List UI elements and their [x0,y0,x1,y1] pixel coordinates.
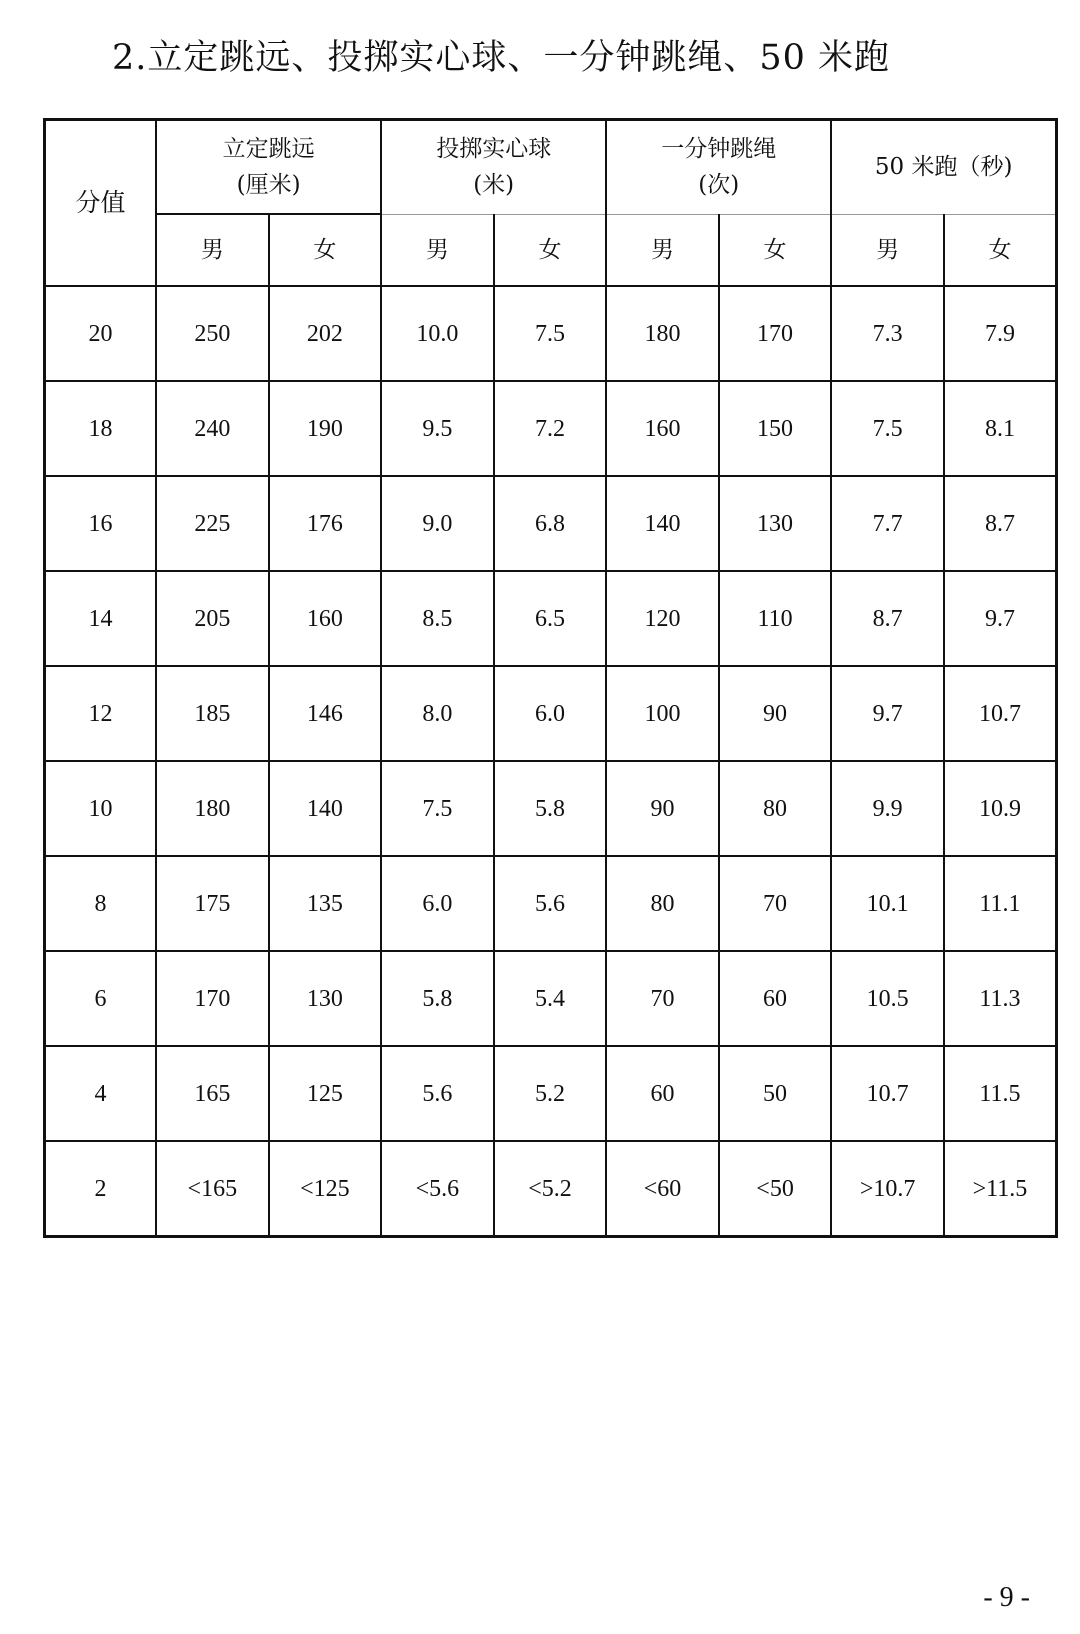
table-row [45,666,1057,761]
table-row [45,951,1057,1046]
table-cell: 190 [269,381,382,476]
header-female-rope-skipping: 女 [719,214,832,286]
table-cell: 250 [156,286,269,381]
table-cell: 10.5 [831,951,944,1046]
table-cell: 90 [719,666,832,761]
table-cell: 8.7 [944,476,1057,571]
table-cell: 140 [269,761,382,856]
header-medicine-ball [381,120,606,215]
table-cell: 120 [606,571,719,666]
table-cell: 160 [606,381,719,476]
header-score: 分值 [45,120,157,287]
score-cell: 14 [45,571,157,666]
header-male-long-jump: 男 [156,214,269,286]
table-cell: 150 [719,381,832,476]
table-cell: 5.6 [381,1046,494,1141]
header-male-rope-skipping: 男 [606,214,719,286]
table-cell: 7.7 [831,476,944,571]
score-cell: 16 [45,476,157,571]
table-cell: 170 [719,286,832,381]
header-standing-long-jump [156,120,381,215]
table-cell: 11.3 [944,951,1057,1046]
header-female-50m-run: 女 [944,214,1057,286]
header-male-medicine-ball: 男 [381,214,494,286]
header-standing-long-jump-unit: (厘米) [236,172,301,198]
score-cell: 8 [45,856,157,951]
table-cell: 6.8 [494,476,607,571]
page-number: - 9 - [983,1582,1030,1613]
table-cell: 7.9 [944,286,1057,381]
table-cell: 6.5 [494,571,607,666]
header-rope-skipping-title: 一分钟跳绳 [661,136,777,163]
table-cell: >10.7 [831,1141,944,1237]
table-cell: 80 [606,856,719,951]
table-cell: 90 [606,761,719,856]
table-cell: 176 [269,476,382,571]
table-cell: 130 [719,476,832,571]
table-cell: 11.1 [944,856,1057,951]
header-male-50m-run: 男 [831,214,944,286]
table-row [45,1046,1057,1141]
table-row [45,476,1057,571]
table-cell: 6.0 [494,666,607,761]
score-cell: 18 [45,381,157,476]
header-rope-skipping-unit: (次) [698,172,740,199]
table-cell: 60 [719,951,832,1046]
table-cell: 180 [606,286,719,381]
table-cell: 7.2 [494,381,607,476]
table-cell: 7.5 [831,381,944,476]
score-cell: 10 [45,761,157,856]
header-50m-run-title: 50 米跑（秒) [874,154,1013,181]
table-cell: <125 [269,1141,382,1237]
table-cell: 7.5 [494,286,607,381]
table-cell: 10.7 [831,1046,944,1141]
score-cell: 2 [45,1141,157,1237]
score-cell: 12 [45,666,157,761]
table-cell: 140 [606,476,719,571]
table-cell: <5.6 [381,1141,494,1237]
score-cell: 4 [45,1046,157,1141]
header-female-medicine-ball: 女 [494,214,607,286]
table-row [45,761,1057,856]
table-row [45,286,1057,381]
table-cell: 8.7 [831,571,944,666]
page-heading: 2.立定跳远、投掷实心球、一分钟跳绳、50 米跑 [112,38,891,78]
header-medicine-ball-title: 投掷实心球 [436,136,552,163]
table-row [45,856,1057,951]
table-cell: <60 [606,1141,719,1237]
table-cell: 10.9 [944,761,1057,856]
header-rope-skipping [606,120,831,215]
table-cell: 9.0 [381,476,494,571]
table-cell: 7.5 [381,761,494,856]
table-cell: 130 [269,951,382,1046]
table-cell: 225 [156,476,269,571]
table-cell: 50 [719,1046,832,1141]
table-cell: 185 [156,666,269,761]
table-cell: 11.5 [944,1046,1057,1141]
table-cell: 125 [269,1046,382,1141]
table-cell: <165 [156,1141,269,1237]
table-cell: 165 [156,1046,269,1141]
table-cell: 70 [719,856,832,951]
table-cell: >11.5 [944,1141,1057,1237]
table-cell: 80 [719,761,832,856]
table-cell: 60 [606,1046,719,1141]
table-cell: 10.0 [381,286,494,381]
table-cell: 5.8 [381,951,494,1046]
table-cell: 170 [156,951,269,1046]
table-cell: 160 [269,571,382,666]
table-cell: 240 [156,381,269,476]
table-cell: 9.5 [381,381,494,476]
table-cell: 135 [269,856,382,951]
table-cell: 8.5 [381,571,494,666]
table-cell: 146 [269,666,382,761]
table-cell: <50 [719,1141,832,1237]
table-row [45,571,1057,666]
score-cell: 20 [45,286,157,381]
table-cell: 70 [606,951,719,1046]
table-cell: 9.7 [831,666,944,761]
header-standing-long-jump-title: 立定跳远 [222,136,315,162]
table-cell: 110 [719,571,832,666]
table-header-row-events [45,120,1057,215]
table-cell: 5.6 [494,856,607,951]
table-cell: 5.2 [494,1046,607,1141]
table-cell: 202 [269,286,382,381]
table-cell: 9.9 [831,761,944,856]
table-cell: 6.0 [381,856,494,951]
table-cell: 9.7 [944,571,1057,666]
table-cell: 10.7 [944,666,1057,761]
scoring-table [43,118,1058,1238]
table-cell: 205 [156,571,269,666]
table-row [45,1141,1057,1237]
header-medicine-ball-unit: (米) [473,172,515,199]
table-cell: 10.1 [831,856,944,951]
table-cell: 100 [606,666,719,761]
header-50m-run [831,120,1056,215]
table-cell: 5.4 [494,951,607,1046]
table-cell: 8.0 [381,666,494,761]
table-cell: <5.2 [494,1141,607,1237]
table-header-row-gender [45,214,1057,286]
table-cell: 175 [156,856,269,951]
table-row [45,381,1057,476]
table-cell: 180 [156,761,269,856]
score-cell: 6 [45,951,157,1046]
table-cell: 8.1 [944,381,1057,476]
header-female-long-jump: 女 [269,214,382,286]
table-cell: 7.3 [831,286,944,381]
table-cell: 5.8 [494,761,607,856]
